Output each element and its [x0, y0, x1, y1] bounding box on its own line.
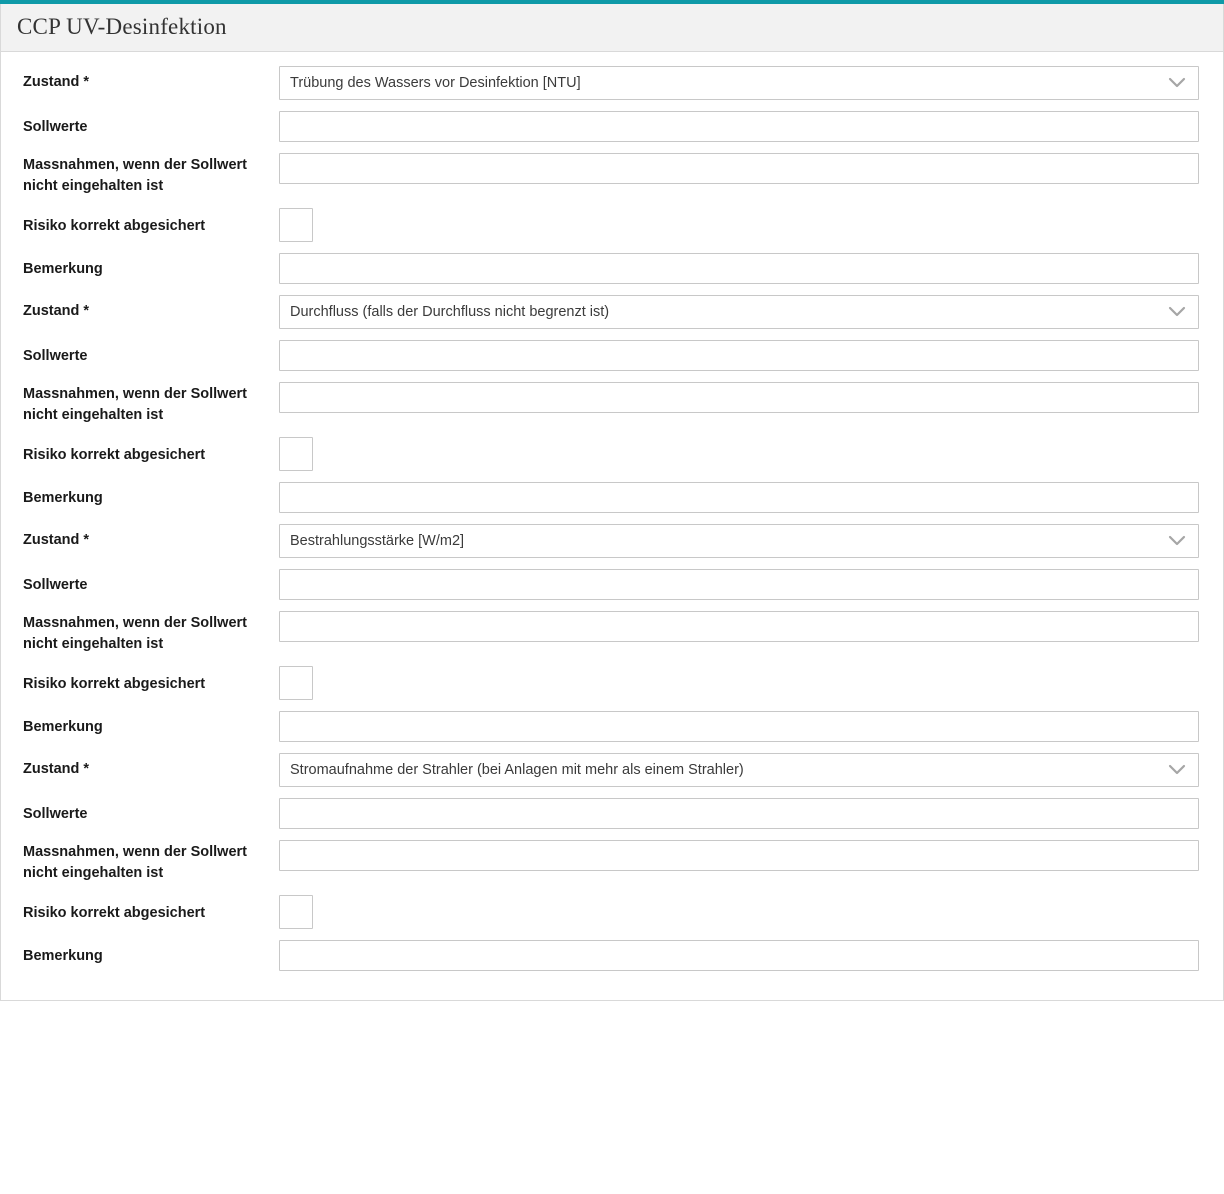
- bemerkung-input-1[interactable]: [279, 253, 1199, 284]
- label-risiko-2: Risiko korrekt abgesichert: [23, 447, 206, 464]
- form-row-bemerkung-2: [23, 482, 1199, 513]
- form-row-zustand-4: [23, 753, 1199, 787]
- form-row-sollwerte-2: [23, 340, 1199, 371]
- form-row-zustand-1: [23, 66, 1199, 100]
- form-body: [1, 52, 1223, 1000]
- label-bemerkung-2: Bemerkung: [23, 490, 103, 507]
- label-bemerkung-3: Bemerkung: [23, 719, 103, 736]
- risiko-checkbox-2[interactable]: [279, 437, 313, 471]
- risiko-checkbox-3[interactable]: [279, 666, 313, 700]
- massnahmen-input-1[interactable]: [279, 153, 1199, 184]
- form-row-bemerkung-3: [23, 711, 1199, 742]
- field-zustand-1: [279, 66, 1199, 100]
- field-massnahmen-1: [279, 153, 1199, 184]
- massnahmen-input-4[interactable]: [279, 840, 1199, 871]
- label-risiko-1: Risiko korrekt abgesichert: [23, 218, 206, 235]
- form-row-risiko-4: [23, 895, 1199, 929]
- field-sollwerte-2: [279, 340, 1199, 371]
- chevron-down-icon: [1168, 306, 1186, 318]
- form-row-sollwerte-4: [23, 798, 1199, 829]
- risiko-checkbox-1[interactable]: [279, 208, 313, 242]
- label-zustand-4: Zustand *: [23, 761, 90, 778]
- select-zustand-3-value: Bestrahlungsstärke [W/m2]: [290, 533, 465, 550]
- chevron-down-icon: [1168, 535, 1186, 547]
- sollwerte-input-4[interactable]: [279, 798, 1199, 829]
- form-row-massnahmen-1: [23, 153, 1199, 197]
- form-row-sollwerte-3: [23, 569, 1199, 600]
- label-massnahmen-1: Massnahmen, wenn der Sollwert nicht eingehalten ist: [23, 157, 247, 195]
- form-row-massnahmen-3: [23, 611, 1199, 655]
- form-row-zustand-2: [23, 295, 1199, 329]
- select-zustand-4[interactable]: [279, 753, 1199, 787]
- select-zustand-4-value: Stromaufnahme der Strahler (bei Anlagen mit mehr als einem Strahler): [290, 762, 744, 779]
- form-row-bemerkung-1: [23, 253, 1199, 284]
- field-bemerkung-3: [279, 711, 1199, 742]
- chevron-down-icon: [1168, 77, 1186, 89]
- ccp-form-panel: [0, 4, 1224, 1001]
- label-risiko-3: Risiko korrekt abgesichert: [23, 676, 206, 693]
- field-massnahmen-2: [279, 382, 1199, 413]
- field-sollwerte-1: [279, 111, 1199, 142]
- massnahmen-input-2[interactable]: [279, 382, 1199, 413]
- form-row-zustand-3: [23, 524, 1199, 558]
- field-risiko-1: [279, 208, 1199, 242]
- field-zustand-3: [279, 524, 1199, 558]
- label-zustand-3: Zustand *: [23, 532, 90, 549]
- label-sollwerte-2: Sollwerte: [23, 348, 88, 365]
- page-title: CCP UV-Desinfektion: [17, 14, 227, 39]
- field-risiko-4: [279, 895, 1199, 929]
- form-row-risiko-1: [23, 208, 1199, 242]
- select-zustand-2[interactable]: [279, 295, 1199, 329]
- label-sollwerte-1: Sollwerte: [23, 119, 88, 136]
- massnahmen-input-3[interactable]: [279, 611, 1199, 642]
- label-sollwerte-4: Sollwerte: [23, 806, 88, 823]
- field-zustand-4: [279, 753, 1199, 787]
- sollwerte-input-3[interactable]: [279, 569, 1199, 600]
- label-massnahmen-3: Massnahmen, wenn der Sollwert nicht eingehalten ist: [23, 615, 247, 653]
- field-zustand-2: [279, 295, 1199, 329]
- field-bemerkung-1: [279, 253, 1199, 284]
- form-bottom-spacer: [23, 982, 1199, 990]
- label-massnahmen-4: Massnahmen, wenn der Sollwert nicht eingehalten ist: [23, 844, 247, 882]
- bemerkung-input-3[interactable]: [279, 711, 1199, 742]
- label-sollwerte-3: Sollwerte: [23, 577, 88, 594]
- form-row-bemerkung-4: [23, 940, 1199, 971]
- panel-header: [1, 4, 1223, 52]
- select-zustand-2-value: Durchfluss (falls der Durchfluss nicht begrenzt ist): [290, 304, 610, 321]
- field-bemerkung-2: [279, 482, 1199, 513]
- select-zustand-1[interactable]: [279, 66, 1199, 100]
- field-massnahmen-3: [279, 611, 1199, 642]
- risiko-checkbox-4[interactable]: [279, 895, 313, 929]
- form-row-massnahmen-2: [23, 382, 1199, 426]
- select-zustand-3[interactable]: [279, 524, 1199, 558]
- field-bemerkung-4: [279, 940, 1199, 971]
- field-risiko-2: [279, 437, 1199, 471]
- form-row-risiko-2: [23, 437, 1199, 471]
- sollwerte-input-1[interactable]: [279, 111, 1199, 142]
- field-massnahmen-4: [279, 840, 1199, 871]
- field-risiko-3: [279, 666, 1199, 700]
- bemerkung-input-4[interactable]: [279, 940, 1199, 971]
- label-risiko-4: Risiko korrekt abgesichert: [23, 905, 206, 922]
- form-row-sollwerte-1: [23, 111, 1199, 142]
- form-row-risiko-3: [23, 666, 1199, 700]
- chevron-down-icon: [1168, 764, 1186, 776]
- label-bemerkung-4: Bemerkung: [23, 948, 103, 965]
- sollwerte-input-2[interactable]: [279, 340, 1199, 371]
- field-sollwerte-3: [279, 569, 1199, 600]
- label-zustand-2: Zustand *: [23, 303, 90, 320]
- select-zustand-1-value: Trübung des Wassers vor Desinfektion [NTU]: [290, 75, 581, 92]
- label-massnahmen-2: Massnahmen, wenn der Sollwert nicht eingehalten ist: [23, 386, 247, 424]
- label-bemerkung-1: Bemerkung: [23, 261, 103, 278]
- form-row-massnahmen-4: [23, 840, 1199, 884]
- label-zustand-1: Zustand *: [23, 74, 90, 91]
- field-sollwerte-4: [279, 798, 1199, 829]
- bemerkung-input-2[interactable]: [279, 482, 1199, 513]
